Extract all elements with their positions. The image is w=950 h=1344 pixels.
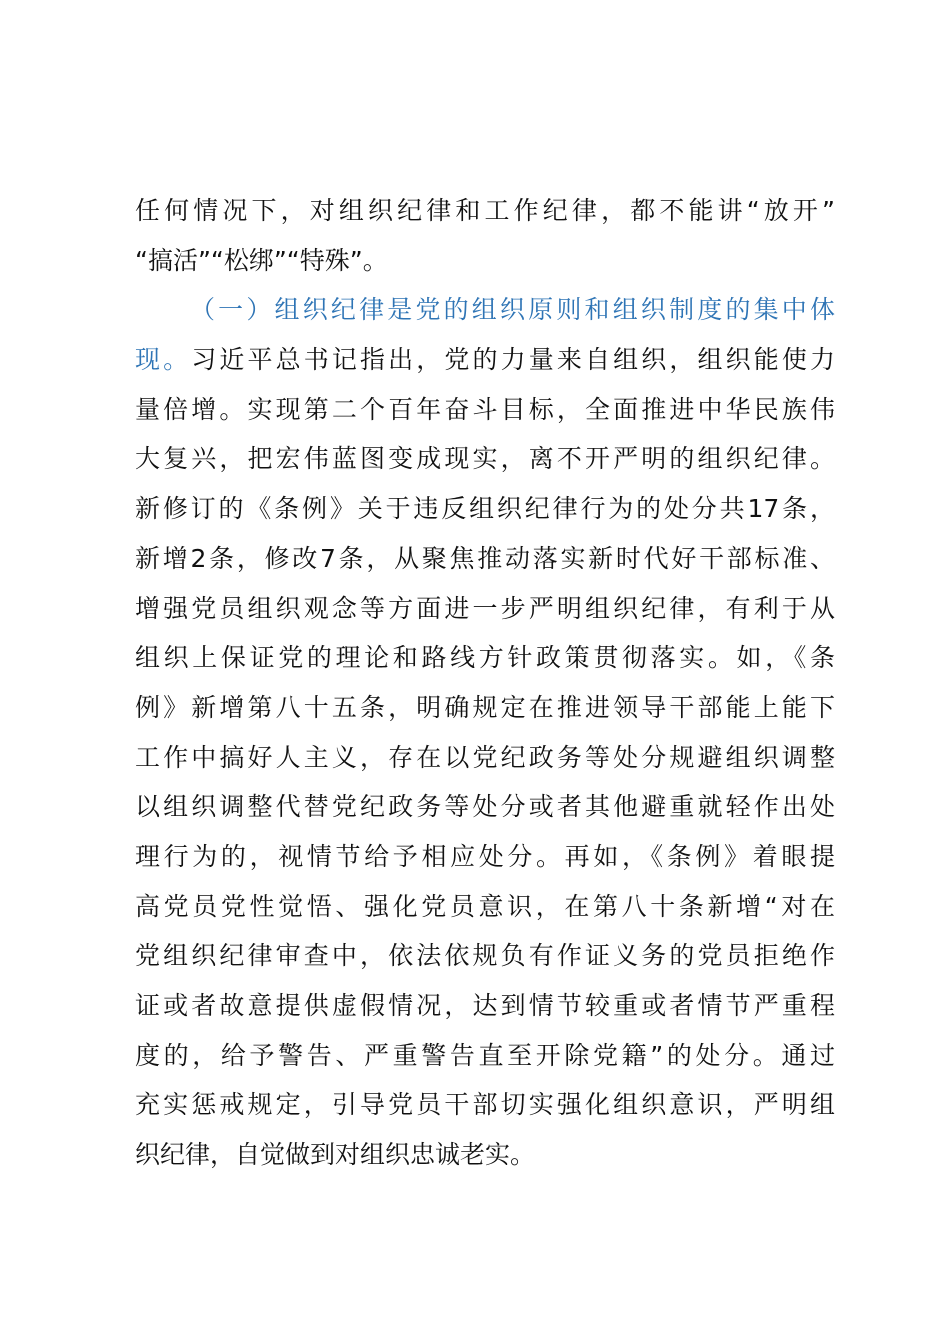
section-heading: （一）组织纪律是党的组织原则和组织制度的集中体 (190, 295, 835, 325)
text-line: 量倍增。实现第二个百年奋斗目标，全面推进中华民族伟 (135, 394, 835, 424)
text-line: 大复兴，把宏伟蓝图变成现实，离不开严明的组织纪律。 (135, 444, 835, 474)
text-line: “搞活”“松绑”“特殊”。 (135, 245, 388, 275)
text-line-rest: 习近平总书记指出，党的力量来自组织，组织能使力 (191, 345, 835, 375)
text-line: 织纪律，自觉做到对组织忠诚老实。 (135, 1140, 536, 1170)
text-line: 工作中搞好人主义，存在以党纪政务等处分规避组织调整 (135, 742, 835, 772)
text-line: 理行为的，视情节给予相应处分。再如，《条例》着眼提 (135, 841, 835, 871)
text-line: 证或者故意提供虚假情况，达到情节较重或者情节严重程 (135, 991, 835, 1020)
text-line: 党组织纪律审查中，依法依规负有作证义务的党员拒绝作 (135, 941, 835, 971)
text-line: 组织上保证党的理论和路线方针政策贯彻落实。如，《条 (135, 643, 835, 673)
text-line: 任何情况下，对组织纪律和工作纪律，都不能讲“放开” (135, 196, 835, 225)
text-line (135, 335, 835, 385)
text-line: 高党员党性觉悟、强化党员意识，在第八十条新增“对在 (135, 891, 835, 921)
text-line: 例》新增第八十五条，明确规定在推进领导干部能上能下 (135, 692, 835, 722)
text-line: 新增2条，修改7条，从聚焦推动落实新时代好干部标准、 (135, 543, 835, 573)
section-heading-end: 现。 (135, 345, 192, 375)
text-line: 增强党员组织观念等方面进一步严明组织纪律，有利于从 (135, 593, 835, 623)
text-line: 充实惩戒规定，引导党员干部切实强化组织意识，严明组 (135, 1090, 835, 1120)
text-line: 度的，给予警告、严重警告直至开除党籍”的处分。通过 (135, 1040, 835, 1070)
text-line: 新修订的《条例》关于违反组织纪律行为的处分共17条， (135, 494, 835, 524)
body-text (135, 186, 835, 1180)
text-line: 以组织调整代替党纪政务等处分或者其他避重就轻作出处 (135, 792, 835, 822)
